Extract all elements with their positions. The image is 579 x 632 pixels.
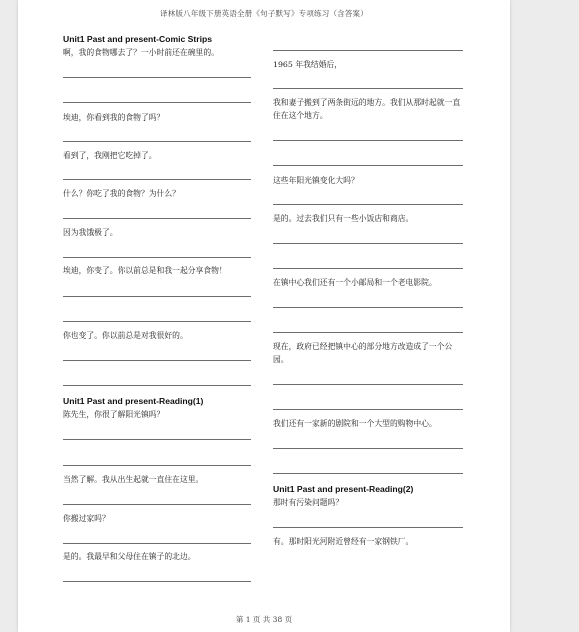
answer-line[interactable] — [63, 543, 251, 544]
sentence-prompt: 什么？你吃了我的食物？为什么？ — [63, 189, 180, 198]
answer-line[interactable] — [273, 527, 463, 528]
sentence-prompt: 那时有污染问题吗？ — [273, 498, 344, 507]
answer-line[interactable] — [273, 384, 463, 385]
section-title-reading-2: Unit1 Past and present-Reading(2) — [273, 484, 414, 494]
sentence-prompt: 埃迪，你看到我的食物了吗？ — [63, 113, 165, 122]
answer-line[interactable] — [273, 165, 463, 166]
sentence-prompt: 埃迪，你变了。你以前总是和我一起分享食物！ — [63, 266, 227, 275]
answer-line[interactable] — [63, 465, 251, 466]
answer-line[interactable] — [273, 307, 463, 308]
answer-line[interactable] — [63, 141, 251, 142]
answer-line[interactable] — [273, 268, 463, 269]
answer-line[interactable] — [273, 243, 463, 244]
answer-line[interactable] — [273, 409, 463, 410]
sentence-prompt: 在镇中心我们还有一个小邮局和一个老电影院。 — [273, 278, 437, 287]
answer-line[interactable] — [273, 204, 463, 205]
sentence-prompt: 这些年阳光镇变化大吗？ — [273, 176, 359, 185]
answer-line[interactable] — [63, 179, 251, 180]
page-header: 译林版八年级下册英语全册《句子默写》专项练习（含答案） — [160, 9, 368, 18]
answer-line[interactable] — [273, 88, 463, 89]
sentence-prompt: 我们还有一家新的剧院和一个大型的购物中心。 — [273, 419, 437, 428]
answer-line[interactable] — [63, 296, 251, 297]
answer-line[interactable] — [63, 257, 251, 258]
sentence-prompt: 是的。我最早和父母住在镇子的北边。 — [63, 552, 196, 561]
answer-line[interactable] — [63, 218, 251, 219]
answer-line[interactable] — [63, 360, 251, 361]
answer-line[interactable] — [273, 448, 463, 449]
sentence-prompt: 我和妻子搬到了两条街远的地方。我们从那时起就一直住在这个地方。 — [273, 98, 461, 120]
page-footer: 第 1 页 共 38 页 — [235, 615, 293, 624]
answer-line[interactable] — [63, 321, 251, 322]
sentence-prompt: 现在，政府已经把镇中心的部分地方改造成了一个公园。 — [273, 342, 453, 364]
section-title-comic-strips: Unit1 Past and present-Comic Strips — [63, 34, 212, 44]
answer-line[interactable] — [273, 50, 463, 51]
answer-line[interactable] — [63, 385, 251, 386]
sentence-prompt: 陈先生，你很了解阳光镇吗？ — [63, 410, 165, 419]
answer-line[interactable] — [63, 102, 251, 103]
document-page — [18, 0, 510, 632]
sentence-prompt: 1965 年我结婚后， — [273, 60, 343, 69]
sentence-prompt: 看到了，我刚把它吃掉了。 — [63, 151, 157, 160]
sentence-prompt: 因为我饿极了。 — [63, 228, 118, 237]
answer-line[interactable] — [273, 140, 463, 141]
sentence-prompt: 有。那时阳光河附近曾经有一家钢铁厂。 — [273, 537, 414, 546]
answer-line[interactable] — [273, 473, 463, 474]
section-title-reading-1: Unit1 Past and present-Reading(1) — [63, 396, 204, 406]
answer-line[interactable] — [63, 504, 251, 505]
sentence-prompt: 是的。过去我们只有一些小饭店和商店。 — [273, 214, 414, 223]
answer-line[interactable] — [63, 77, 251, 78]
answer-line[interactable] — [63, 439, 251, 440]
sentence-prompt: 你也变了。你以前总是对我很好的。 — [63, 331, 188, 340]
answer-line[interactable] — [273, 332, 463, 333]
answer-line[interactable] — [63, 581, 251, 582]
sentence-prompt: 你搬过家吗？ — [63, 514, 110, 523]
sentence-prompt: 啊，我的食物哪去了？一小时前还在碗里的。 — [63, 48, 219, 57]
sentence-prompt: 当然了解。我从出生起就一直住在这里。 — [63, 475, 204, 484]
